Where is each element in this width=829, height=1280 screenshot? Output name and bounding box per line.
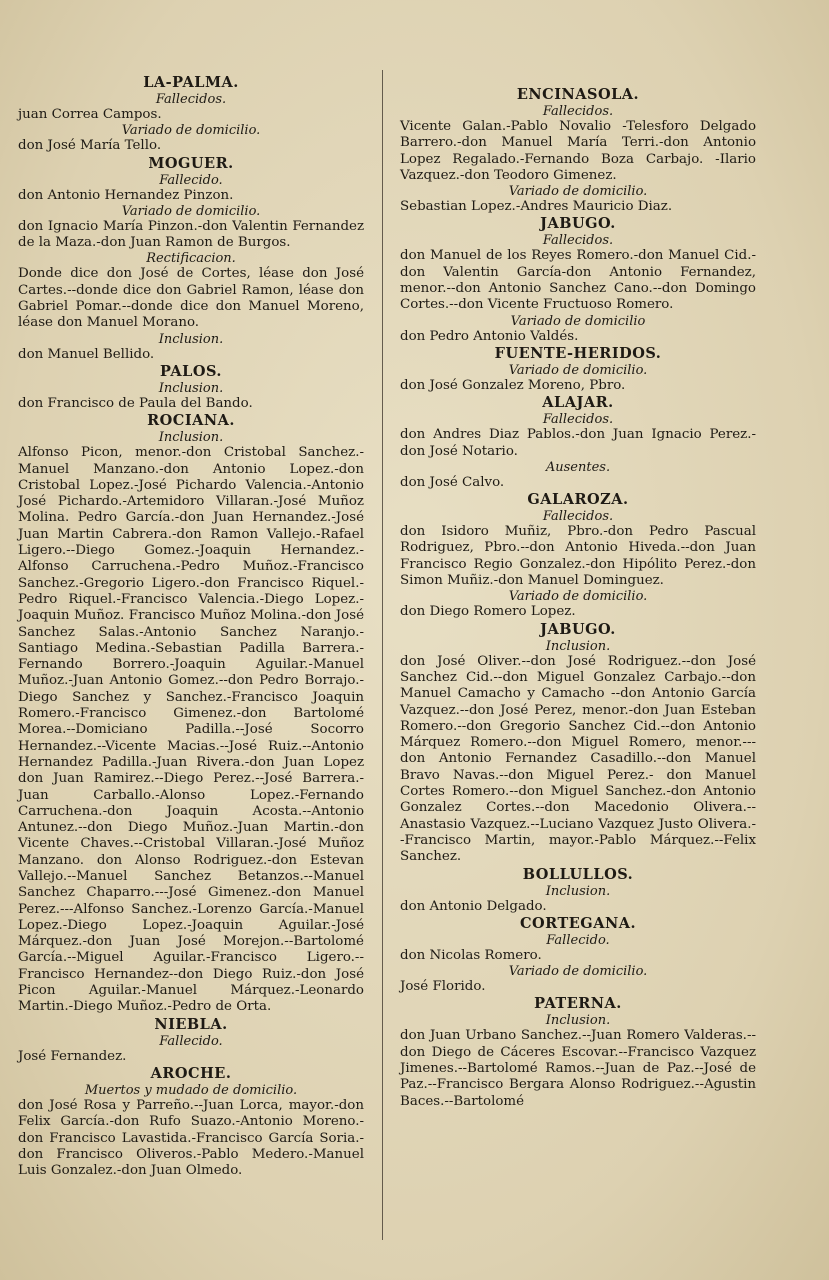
entry-text: don José Calvo.: [400, 474, 505, 490]
section-subheading: Variado de domicilio.: [121, 203, 261, 219]
entry-text: Vicente Galan.-Pablo Novalio -Telesforo Delgado Barrero.-don Manuel María Terri.-don Antonio Lopez Regalado.-Fernando Boza Carbajo. -Ilario Vazquez.-don Teodoro Gimenez.: [400, 119, 756, 183]
town-heading: JABUGO.: [540, 215, 616, 233]
town-heading: ALAJAR.: [542, 394, 614, 412]
entry-text: José Fernandez.: [18, 1048, 127, 1064]
town-heading: BOLLULLOS.: [522, 865, 634, 883]
section-subheading: Variado de domicilio.: [508, 184, 648, 200]
section-subheading: Inclusion.: [158, 380, 224, 396]
entry-text: Sebastian Lopez.-Andres Mauricio Diaz.: [400, 199, 673, 215]
entry-text: don Francisco de Paula del Bando.: [18, 395, 253, 411]
right-column: [400, 86, 756, 1110]
left-column: [18, 74, 364, 1179]
town-heading: ROCIANA.: [147, 412, 235, 430]
section-subheading: Variado de domicilio.: [508, 362, 648, 378]
section-subheading: Variado de domicilio.: [121, 123, 261, 139]
entry-text: don José Rosa y Parreño.--Juan Lorca, mayor.-don Felix García.-don Rufo Suazo.-Antonio Moreno.-don Francisco Lavastida.-Francisco García Soria.-don Francisco Oliveros.-Pablo Medero.-Manuel Luis Gonzalez.-don Juan Olmedo.: [18, 1097, 364, 1179]
entry-text: José Florido.: [400, 979, 486, 995]
entry-text: don Manuel de los Reyes Romero.-don Manuel Cid.-don Valentin García-don Antonio Fernandez, menor.--don Antonio Sanchez Cano.--don Domingo Cortes.--don Vicente Fructuoso Romero.: [400, 248, 756, 313]
entry-text: don José Gonzalez Moreno, Pbro.: [400, 377, 626, 393]
section-subheading: Variado de domicilio.: [508, 589, 648, 605]
entry-text: don Manuel Bellido.: [18, 346, 155, 362]
section-subheading: Variado de domicilio: [510, 313, 646, 329]
entry-text: don Juan Urbano Sanchez.--Juan Romero Valderas.--don Diego de Cáceres Escovar.--Francisco Vazquez Jimenes.--Bartolomé Ramos.--Juan de Paz.--José de Paz.--Francisco Bergara Alonso Rodriguez.--Agustin Baces.--Bartolomé: [400, 1028, 756, 1109]
section-subheading: Inclusion.: [545, 883, 611, 899]
town-heading: PALOS.: [160, 362, 222, 380]
section-subheading: Fallecido.: [159, 1033, 223, 1049]
section-subheading: Rectificacion.: [146, 251, 236, 267]
entry-text: don Pedro Antonio Valdés.: [400, 328, 579, 344]
entry-text: don Diego Romero Lopez.: [400, 604, 576, 620]
section-subheading: Fallecidos.: [155, 92, 227, 107]
entry-text: don Isidoro Muñiz, Pbro.-don Pedro Pascual Rodriguez, Pbro.--don Antonio Hiveda.--don Juan Francisco Regio Gonzalez.-don Hipólito Perez.-don Simon Muñiz.-don Manuel Dominguez.: [400, 524, 756, 589]
entry-text: Alfonso Picon, menor.-don Cristobal Sanchez.-Manuel Manzano.-don Antonio Lopez.-don Cristobal Lopez.-José Pichardo Valencia.-Antonio José Pichardo.-Artemidoro Villaran.-José Muñoz Molina. Pedro García.-don Juan Hernandez.-José Juan Martin Cabrera.-don Ramon Vallejo.-Rafael Ligero.--Diego Gomez.-Joaquin Hernandez.-Alfonso Carruchena.-Pedro Muñoz.-Francisco Sanchez.-Gregorio Ligero.-don Francisco Riquel.-Pedro Riquel.-Francisco Valencia.-Diego Lopez.-Joaquin Muñoz. Francisco Muñoz Molina.-don José Sanchez Salas.-Antonio Sanchez Naranjo.-Santiago Medina.-Sebastian Padilla Barrera.-Fernando Borrero.-Joaquin Aguilar.-Manuel Muñoz.-Juan Antonio Gomez.--don Pedro Borrajo.-Diego Sanchez y Sanchez.-Francisco Joaquin Romero.-Francisco Gimenez.-don Bartolomé Morea.--Domiciano Padilla.--José Socorro Hernandez.--Vicente Macias.--José Ruiz.--Antonio Hernandez Padilla.-Juan Rivera.-don Juan Lopez don Juan Ramirez.--Diego Perez.--José Barrera.-Juan Carballo.-Alonso Lopez.-Fernando Carruchena.-don Joaquin Acosta.--Antonio Antunez.--don Diego Muñoz.-Juan Martin.-don Vicente Chaves.--Cristobal Villaran.-José Muñoz Manzano. don Alonso Rodriguez.-don Estevan Vallejo.--Manuel Sanchez Betanzos.--Manuel Sanchez Chaparro.---José Gimenez.-don Manuel Perez.---Alfonso Sanchez.-Lorenzo García.-Manuel Lopez.-Diego Lopez.-Joaquin Aguilar.-José Márquez.-don Juan José Morejon.--Bartolomé García.--Miguel Aguilar.-Francisco Ligero.--Francisco Hernandez--don Diego Ruiz.-don José Picon Aguilar.-Manuel Márquez.-Leonardo Martin.-Diego Muñoz.-Pedro de Orta.: [18, 445, 364, 1015]
entry-text: Donde dice don José de Cortes, léase don José Cartes.--donde dice don Gabriel Ramon, léase don Gabriel Pomar.--donde dice don Manuel Moreno, léase don Manuel Morano.: [18, 266, 364, 331]
town-heading: GALAROZA.: [527, 491, 629, 509]
entry-text: don Nicolas Romero.: [400, 947, 542, 963]
section-subheading: Fallecidos.: [542, 509, 614, 525]
town-heading: ENCINASOLA.: [516, 86, 640, 103]
section-subheading: Muertos y mudado de domicilio.: [84, 1082, 298, 1098]
section-subheading: Variado de domicilio.: [508, 964, 648, 980]
section-subheading: Inclusion.: [545, 638, 611, 654]
town-heading: AROCHE.: [150, 1064, 232, 1082]
town-heading: PATERNA.: [534, 995, 622, 1013]
town-heading: LA-PALMA.: [143, 74, 239, 91]
column-divider: [382, 70, 383, 1240]
entry-text: juan Correa Campos.: [18, 107, 162, 122]
section-subheading: Inclusion.: [158, 430, 224, 446]
section-subheading: Fallecidos.: [542, 233, 614, 249]
town-heading: MOGUER.: [148, 154, 234, 172]
town-heading: JABUGO.: [540, 620, 616, 638]
section-subheading: Inclusion.: [158, 331, 224, 347]
town-heading: NIEBLA.: [154, 1015, 228, 1033]
section-subheading: Fallecido.: [159, 172, 223, 188]
section-subheading: Fallecidos.: [542, 104, 614, 119]
entry-text: don José Oliver.--don José Rodriguez.--don José Sanchez Cid.--don Miguel Gonzalez Carbajo.--don Manuel Camacho y Camacho --don Antonio García Vazquez.--don José Perez, menor.-don Juan Esteban Romero.--don Gregorio Sanchez Cid.--don Antonio Márquez Romero.--don Miguel Romero, menor.---don Antonio Fernandez Casadillo.--don Manuel Bravo Navas.--don Miguel Perez.- don Manuel Cortes Romero.--don Miguel Sanchez.-don Antonio Gonzalez Cortes.--don Macedonio Olivera.--Anastasio Vazquez.--Luciano Vazquez Justo Olivera.--Francisco Martin, mayor.-Pablo Márquez.--Felix Sanchez.: [400, 653, 756, 865]
town-heading: CORTEGANA.: [520, 914, 636, 932]
entry-text: don Antonio Delgado.: [400, 898, 547, 914]
section-subheading: Fallecido.: [546, 932, 610, 948]
entry-text: don Antonio Hernandez Pinzon.: [18, 187, 234, 203]
section-subheading: Inclusion.: [545, 1013, 611, 1029]
entry-text: don José María Tello.: [18, 138, 162, 154]
section-subheading: Fallecidos.: [542, 412, 614, 428]
section-subheading: Ausentes.: [545, 459, 611, 475]
entry-text: don Andres Diaz Pablos.-don Juan Ignacio Perez.-don José Notario.: [400, 427, 756, 459]
entry-text: don Ignacio María Pinzon.-don Valentin Fernandez de la Maza.-don Juan Ramon de Burgos.: [18, 218, 364, 251]
town-heading: FUENTE-HERIDOS.: [494, 344, 662, 362]
